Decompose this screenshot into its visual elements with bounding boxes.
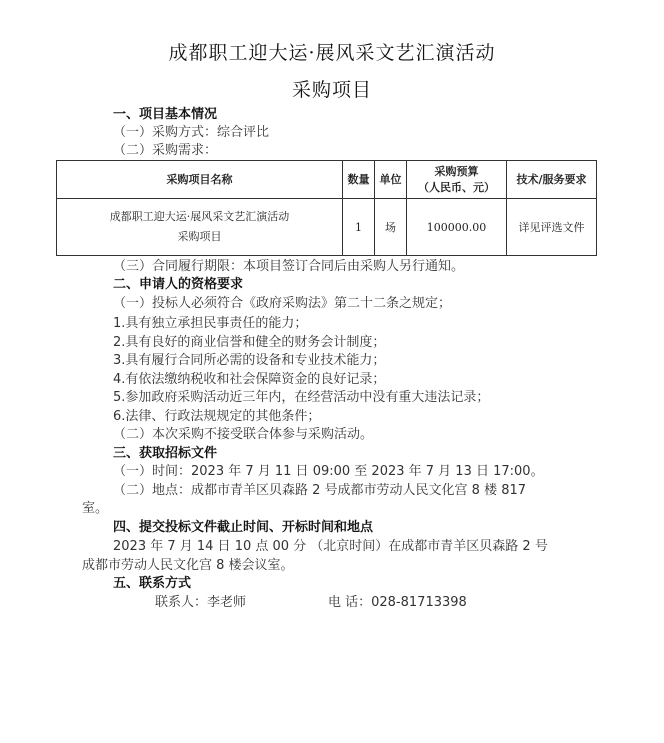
cell-quantity: 1 (343, 199, 375, 256)
section-1-heading: 一、项目基本情况 (113, 107, 218, 122)
deadline-info-cont: 成都市劳动人民文化宫 8 楼会议室。 (82, 558, 294, 573)
document-acquisition-time: （一）时间：2023 年 7 月 11 日 09:00 至 2023 年 7 月 13 日 17:00。 (113, 464, 544, 479)
section-2-heading: 二、申请人的资格要求 (113, 277, 244, 292)
cell-project-name (57, 199, 343, 256)
cell-project-name-line2: 采购项目 (177, 230, 222, 243)
table-row (57, 199, 597, 256)
procurement-table (56, 160, 597, 256)
deadline-info: 2023 年 7 月 14 日 10 点 00 分 （北京时间）在成都市青羊区贝森路 2 号 (113, 539, 548, 554)
qualification-item: 2.具有良好的商业信誉和健全的财务会计制度； (113, 335, 386, 350)
cell-requirements: 详见评选文件 (507, 199, 597, 256)
qualification-item: 3.具有履行合同所必需的设备和专业技术能力； (113, 353, 386, 368)
header-project-name: 采购项目名称 (57, 161, 343, 199)
section-4-heading: 四、提交投标文件截止时间、开标时间和地点 (113, 520, 374, 535)
section-5-heading: 五、联系方式 (113, 576, 192, 591)
qualification-item: 1.具有独立承担民事责任的能力； (113, 316, 308, 331)
header-budget (407, 161, 507, 199)
contact-phone: 电 话：028-81713398 (328, 595, 467, 610)
qualification-intro: （一）投标人必须符合《政府采购法》第二十二条之规定； (113, 296, 452, 311)
cell-project-name-line1: 成都职工迎大运·展风采文艺汇演活动 (109, 210, 290, 223)
cell-budget: 100000.00 (407, 199, 507, 256)
qualification-item: 4.有依法缴纳税收和社会保障资金的良好记录； (113, 372, 386, 387)
header-requirements: 技术/服务要求 (507, 161, 597, 199)
header-quantity: 数量 (343, 161, 375, 199)
header-budget-line2: （人民币、元） (418, 180, 495, 194)
procurement-method: （一）采购方式：综合评比 (113, 125, 270, 140)
header-unit: 单位 (375, 161, 407, 199)
contract-period: （三）合同履行期限：本项目签订合同后由采购人另行通知。 (113, 259, 465, 274)
procurement-needs-label: （二）采购需求： (113, 143, 218, 158)
document-acquisition-place-cont: 室。 (82, 501, 109, 516)
no-consortium-note: （二）本次采购不接受联合体参与采购活动。 (113, 427, 374, 442)
document-subtitle: 采购项目 (291, 79, 372, 101)
document-acquisition-place: （二）地点：成都市青羊区贝森路 2 号成都市劳动人民文化宫 8 楼 817 (113, 483, 527, 498)
qualification-item: 5.参加政府采购活动近三年内，在经营活动中没有重大违法记录； (113, 390, 490, 405)
table-header-row (57, 161, 597, 199)
qualification-item: 6.法律、行政法规规定的其他条件； (113, 409, 321, 424)
header-budget-line1: 采购预算 (434, 164, 479, 178)
cell-unit: 场 (375, 199, 407, 256)
section-3-heading: 三、获取招标文件 (113, 446, 218, 461)
document-title: 成都职工迎大运·展风采文艺汇演活动 (168, 42, 496, 64)
contact-person: 联系人：李老师 (155, 595, 247, 610)
